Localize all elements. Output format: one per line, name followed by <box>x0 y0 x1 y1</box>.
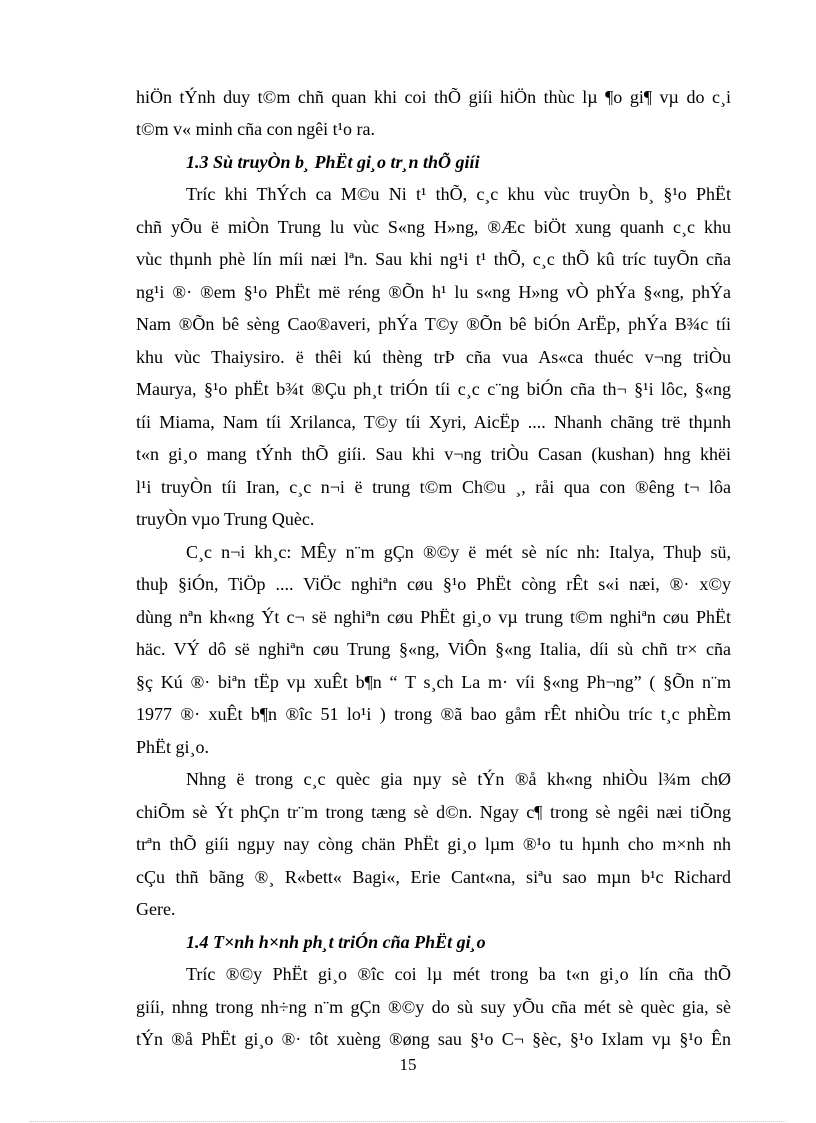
body-text-line: truyÒn vµo Trung Quèc. <box>136 509 315 529</box>
body-text-line: vùc thµnh phè lín míi næi lªn. Sau khi ng¹i t¹ thÕ, c¸c thÕ kû tríc tuyÕn cña <box>136 249 731 269</box>
body-text-line: Maurya, §¹o phËt b¾t ®Çu ph¸t triÓn tíi c¸c c¨ng biÓn cña th¬ §¹i lôc, §«ng <box>136 379 731 399</box>
body-text-line: hiÖn tÝnh duy t©m chñ quan khi coi thÕ giíi hiÖn thùc lµ ¶o gi¶ vµ do c¸i <box>136 87 731 107</box>
body-text-line: häc. VÝ dô së nghiªn cøu Trung §«ng, ViÔn §«ng Italia, díi sù chñ tr× cña <box>136 639 731 659</box>
body-text-line: cÇu thñ bãng ®¸ R«bett« Bagi«, Erie Cant«na, siªu sao mµn b¹c Richard <box>136 867 731 887</box>
body-text-line: ng¹i ®· ®em §¹o PhËt më réng ®Õn h¹ lu s«ng H»ng vÒ phÝa §«ng, phÝa <box>136 282 731 302</box>
body-text-line: t©m v« minh cña con ngêi t¹o ra. <box>136 119 376 139</box>
body-text-line: 1977 ®· xuÊt b¶n ®îc 51 lo¹i ) trong ®ã bao gåm rÊt nhiÒu tríc t¸c phÈm <box>136 704 731 724</box>
body-text-line: chñ yÕu ë miÒn Trung lu vùc S«ng H»ng, ®Æc biÖt xung quanh c¸c khu <box>136 217 731 237</box>
body-text-line: thuþ §iÓn, TiÖp .... ViÖc nghiªn cøu §¹o PhËt còng rÊt s«i næi, ®· x©y <box>136 574 731 594</box>
body-text-line: PhËt gi¸o. <box>136 737 210 757</box>
body-text-line: Nam ®Õn bê sèng Cao®averi, phÝa T©y ®Õn bê biÓn ArËp, phÝa B¾c tíi <box>136 314 731 334</box>
body-text-line: Nhng ë trong c¸c quèc gia nµy sè tÝn ®å kh«ng nhiÒu l¾m chØ <box>186 769 731 789</box>
body-text-line: t«n gi¸o mang tÝnh thÕ giíi. Sau khi v¬ng triÒu Casan (kushan) hng khëi <box>136 444 731 464</box>
body-text-line: khu vùc Thaiysiro. ë thêi kú thèng trÞ cña vua As«ca thuéc v¬ng triÒu <box>136 347 731 367</box>
body-text-line: giíi, nhng trong nh÷ng n¨m gÇn ®©y do sù suy yÕu cña mét sè quèc gia, sè <box>136 997 731 1017</box>
page-number: 15 <box>399 1055 417 1074</box>
body-text-line: Tríc khi ThÝch ca M©u Ni t¹ thÕ, c¸c khu vùc truyÒn b¸ §¹o PhËt <box>186 184 731 204</box>
section-heading-1-3: 1.3 Sù truyÒn b¸ PhËt gi¸o tr¸n thÕ giíi <box>186 152 480 172</box>
body-text-line: tÝn ®å PhËt gi¸o ®· tôt xuèng ®øng sau §¹o C¬ §èc, §¹o Ixlam vµ §¹o Ên <box>136 1029 731 1049</box>
section-heading-1-4: 1.4 T×nh h×nh ph¸t triÓn cña PhËt gi¸o <box>186 932 486 952</box>
body-text-line: l¹i truyÒn tíi Iran, c¸c n¬i ë trung t©m Ch©u ¸, råi qua con ®êng t¬ lôa <box>136 477 731 497</box>
body-text-line: §ç Kú ®· biªn tËp vµ xuÊt b¶n “ T s¸ch La m· víi §«ng Ph¬ng” ( §Õn n¨m <box>136 672 731 692</box>
body-text-line: chiÕm sè Ýt phÇn tr¨m trong tæng sè d©n. Ngay c¶ trong sè ngêi næi tiÕng <box>136 802 731 822</box>
page-bottom-divider <box>30 1121 786 1122</box>
body-text-line: tíi Miama, Nam tíi Xrilanca, T©y tíi Xyri, AicËp .... Nhanh chãng trë thµnh <box>136 412 731 432</box>
body-text-line: Gere. <box>136 899 176 919</box>
body-text-line: Tríc ®©y PhËt gi¸o ®îc coi lµ mét trong ba t«n gi¸o lín cña thÕ <box>186 964 731 984</box>
body-text-line: dùng nªn kh«ng Ýt c¬ së nghiªn cøu PhËt gi¸o vµ trung t©m nghiªn cøu PhËt <box>136 607 731 627</box>
body-text-line: C¸c n¬i kh¸c: MÊy n¨m gÇn ®©y ë mét sè níc nh: Italya, Thuþ sü, <box>186 542 731 562</box>
body-text-line: trªn thÕ giíi ngµy nay còng chän PhËt gi¸o lµm ®¹o tu hµnh cho m×nh nh <box>136 834 731 854</box>
